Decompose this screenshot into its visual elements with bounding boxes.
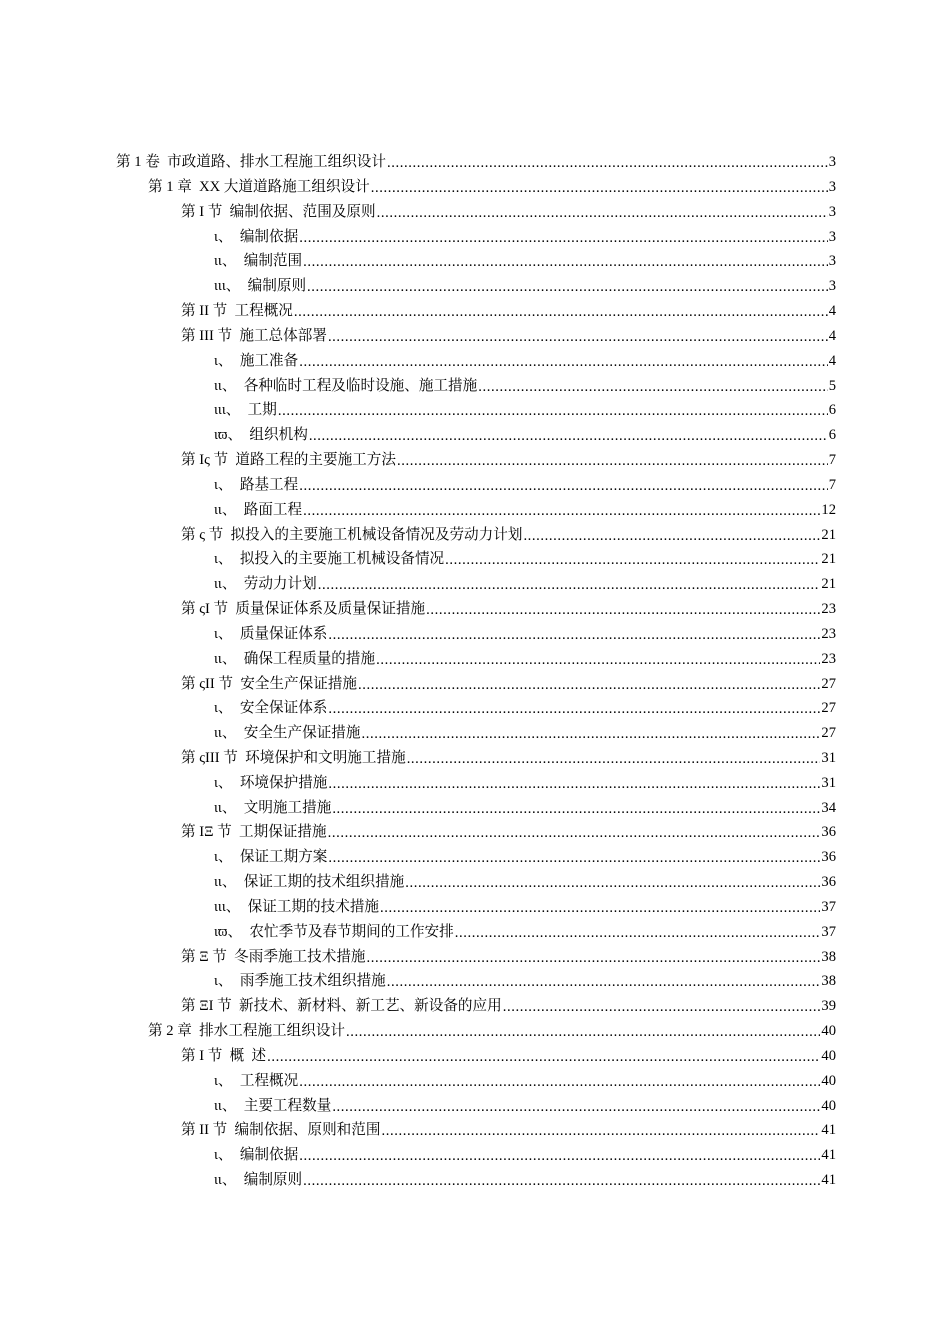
toc-entry[interactable] <box>0 597 950 622</box>
toc-entry-page-number: 23 <box>821 625 836 642</box>
toc-entry[interactable] <box>0 895 950 920</box>
toc-entry-title: 第 I 节 编制依据、范围及原则 <box>181 203 376 220</box>
toc-entry-page-number: 27 <box>821 700 836 717</box>
toc-entry[interactable] <box>0 920 950 945</box>
toc-entry-title: ι、 工程概况 <box>214 1072 299 1089</box>
toc-entry-title: 第 IΞ 节 工期保证措施 <box>181 824 327 841</box>
toc-entry[interactable] <box>0 1019 950 1044</box>
toc-entry-page-number: 6 <box>828 402 836 419</box>
toc-entry-title: 第 ςIII 节 环境保护和文明施工措施 <box>181 749 406 766</box>
toc-entry-title: ι、 雨季施工技术组织措施 <box>214 973 386 990</box>
toc-entry-title: ι、 保证工期方案 <box>214 849 328 866</box>
dot-leader <box>303 504 820 519</box>
toc-entry-page-number: 3 <box>828 154 836 171</box>
toc-entry-title: ι、 路基工程 <box>214 476 299 493</box>
toc-entry-page-number: 7 <box>828 452 836 469</box>
toc-entry[interactable] <box>0 845 950 870</box>
toc-entry-page-number: 27 <box>821 675 836 692</box>
toc-entry-page-number: 41 <box>821 1122 836 1139</box>
toc-entry[interactable] <box>0 721 950 746</box>
toc-entry-page-number: 41 <box>821 1172 836 1189</box>
toc-entry-title: 第 ς 节 拟投入的主要施工机械设备情况及劳动力计划 <box>181 526 523 543</box>
toc-entry[interactable] <box>0 498 950 523</box>
toc-entry-page-number: 40 <box>821 1097 836 1114</box>
toc-entry[interactable] <box>0 820 950 845</box>
toc-entry-title: ιι、 安全生产保证措施 <box>214 725 361 742</box>
toc-entry-page-number: 3 <box>828 178 836 195</box>
dot-leader <box>407 752 821 767</box>
dot-leader <box>381 1124 820 1139</box>
dot-leader <box>328 330 828 345</box>
dot-leader <box>318 578 821 593</box>
dot-leader <box>387 156 828 171</box>
toc-entry[interactable] <box>0 1118 950 1143</box>
toc-entry-title: ιι、 路面工程 <box>214 501 303 518</box>
toc-entry[interactable] <box>0 945 950 970</box>
toc-entry-title: ι、 质量保证体系 <box>214 625 328 642</box>
toc-entry-title: 第 ςII 节 安全生产保证措施 <box>181 675 358 692</box>
toc-entry-title: ιι、 编制范围 <box>214 253 303 270</box>
toc-entry-title: ι、 安全保证体系 <box>214 700 328 717</box>
dot-leader <box>346 1025 820 1040</box>
toc-entry[interactable] <box>0 448 950 473</box>
dot-leader <box>397 454 828 469</box>
dot-leader <box>362 727 821 742</box>
toc-entry-page-number: 21 <box>821 526 836 543</box>
toc-entry-title: ι、 环境保护措施 <box>214 774 328 791</box>
toc-entry-title: ιϖ、 组织机构 <box>214 427 308 444</box>
dot-leader <box>328 826 821 841</box>
toc-entry[interactable] <box>0 299 950 324</box>
dot-leader <box>299 355 828 370</box>
toc-entry[interactable] <box>0 1168 950 1193</box>
toc-entry-page-number: 36 <box>821 824 836 841</box>
toc-entry-page-number: 41 <box>821 1147 836 1164</box>
toc-entry-page-number: 23 <box>821 650 836 667</box>
toc-entry-title: ιιι、 编制原则 <box>214 278 307 295</box>
toc-entry-title: 第 1 章 XX 大道道路施工组织设计 <box>148 178 370 195</box>
toc-entry-page-number: 4 <box>828 327 836 344</box>
toc-entry-page-number: 6 <box>828 427 836 444</box>
toc-entry-page-number: 39 <box>821 998 836 1015</box>
dot-leader <box>299 1149 820 1164</box>
table-of-contents <box>0 150 950 1193</box>
toc-entry-page-number: 7 <box>828 476 836 493</box>
toc-entry-page-number: 31 <box>821 749 836 766</box>
toc-entry-page-number: 36 <box>821 849 836 866</box>
toc-entry-title: 第 II 节 编制依据、原则和范围 <box>181 1122 381 1139</box>
toc-entry-page-number: 3 <box>828 228 836 245</box>
toc-entry-title: 第 III 节 施工总体部署 <box>181 327 327 344</box>
toc-entry[interactable] <box>0 200 950 225</box>
dot-leader <box>367 951 821 966</box>
toc-entry-page-number: 34 <box>821 799 836 816</box>
toc-entry-page-number: 5 <box>828 377 836 394</box>
toc-entry-title: ι、 拟投入的主要施工机械设备情况 <box>214 551 445 568</box>
dot-leader <box>405 876 820 891</box>
dot-leader <box>387 975 821 990</box>
toc-entry-page-number: 31 <box>821 774 836 791</box>
toc-entry-title: 第 1 卷 市政道路、排水工程施工组织设计 <box>116 154 386 171</box>
toc-entry-title: ιι、 确保工程质量的措施 <box>214 650 376 667</box>
toc-entry-title: 第 Iς 节 道路工程的主要施工方法 <box>181 452 396 469</box>
toc-entry-title: 第 ΞI 节 新技术、新材料、新工艺、新设备的应用 <box>181 998 502 1015</box>
toc-entry[interactable] <box>0 324 950 349</box>
toc-entry[interactable] <box>0 622 950 647</box>
toc-entry[interactable] <box>0 175 950 200</box>
toc-entry-title: ιιι、 工期 <box>214 402 277 419</box>
toc-entry-title: ιι、 保证工期的技术组织措施 <box>214 874 405 891</box>
toc-entry-title: ι、 施工准备 <box>214 352 299 369</box>
toc-entry-title: ιι、 文明施工措施 <box>214 799 332 816</box>
toc-entry[interactable] <box>0 746 950 771</box>
toc-entry[interactable] <box>0 671 950 696</box>
toc-entry-page-number: 37 <box>821 923 836 940</box>
toc-entry[interactable] <box>0 1143 950 1168</box>
toc-entry-page-number: 3 <box>828 278 836 295</box>
dot-leader <box>328 777 820 792</box>
toc-entry[interactable] <box>0 349 950 374</box>
toc-entry-page-number: 4 <box>828 303 836 320</box>
toc-entry-title: ιϖ、 农忙季节及春节期间的工作安排 <box>214 923 454 940</box>
toc-entry-page-number: 12 <box>821 501 836 518</box>
toc-entry-title: 第 II 节 工程概况 <box>181 303 293 320</box>
dot-leader <box>294 305 828 320</box>
toc-entry-title: 第 2 章 排水工程施工组织设计 <box>148 1023 346 1040</box>
toc-entry-title: 第 I 节 概 述 <box>181 1047 267 1064</box>
toc-entry-page-number: 21 <box>821 551 836 568</box>
dot-leader <box>503 1000 821 1015</box>
toc-entry-page-number: 40 <box>821 1047 836 1064</box>
toc-entry-title: ι、 编制依据 <box>214 1147 299 1164</box>
toc-entry-page-number: 37 <box>821 898 836 915</box>
dot-leader <box>299 231 828 246</box>
toc-entry-page-number: 4 <box>828 352 836 369</box>
dot-leader <box>358 678 820 693</box>
toc-entry[interactable] <box>0 547 950 572</box>
toc-entry[interactable] <box>0 1044 950 1069</box>
toc-entry[interactable] <box>0 696 950 721</box>
dot-leader <box>377 206 828 221</box>
dot-leader <box>332 1100 820 1115</box>
toc-entry-page-number: 40 <box>821 1072 836 1089</box>
toc-entry-title: 第 Ξ 节 冬雨季施工技术措施 <box>181 948 366 965</box>
toc-entry-page-number: 3 <box>828 253 836 270</box>
toc-entry-page-number: 40 <box>821 1023 836 1040</box>
dot-leader <box>328 702 820 717</box>
toc-entry-page-number: 36 <box>821 874 836 891</box>
toc-entry[interactable] <box>0 572 950 597</box>
dot-leader <box>523 529 820 544</box>
dot-leader <box>445 553 820 568</box>
dot-leader <box>303 255 828 270</box>
dot-leader <box>426 603 820 618</box>
toc-entry-page-number: 3 <box>828 203 836 220</box>
dot-leader <box>328 628 820 643</box>
toc-entry-title: ιι、 主要工程数量 <box>214 1097 332 1114</box>
toc-entry[interactable] <box>0 373 950 398</box>
dot-leader <box>299 1075 820 1090</box>
toc-entry[interactable] <box>0 224 950 249</box>
dot-leader <box>267 1050 820 1065</box>
toc-entry-page-number: 21 <box>821 576 836 593</box>
toc-entry-title: ιι、 各种临时工程及临时设施、施工措施 <box>214 377 478 394</box>
toc-entry-title: ι、 编制依据 <box>214 228 299 245</box>
toc-entry[interactable] <box>0 1093 950 1118</box>
toc-entry[interactable] <box>0 274 950 299</box>
dot-leader <box>371 181 828 196</box>
toc-entry[interactable] <box>0 249 950 274</box>
toc-entry[interactable] <box>0 994 950 1019</box>
toc-entry[interactable] <box>0 522 950 547</box>
toc-entry[interactable] <box>0 796 950 821</box>
dot-leader <box>307 280 828 295</box>
dot-leader <box>299 479 828 494</box>
toc-entry-title: 第 ςI 节 质量保证体系及质量保证措施 <box>181 601 426 618</box>
toc-entry-title: ιι、 编制原则 <box>214 1172 303 1189</box>
toc-entry[interactable] <box>0 647 950 672</box>
toc-entry[interactable] <box>0 771 950 796</box>
toc-entry[interactable] <box>0 423 950 448</box>
dot-leader <box>376 653 820 668</box>
dot-leader <box>332 802 820 817</box>
toc-entry[interactable] <box>0 870 950 895</box>
dot-leader <box>309 429 828 444</box>
toc-entry-title: ιι、 劳动力计划 <box>214 576 317 593</box>
toc-entry[interactable] <box>0 969 950 994</box>
toc-entry-title: ιιι、 保证工期的技术措施 <box>214 898 380 915</box>
toc-entry-page-number: 38 <box>821 948 836 965</box>
toc-entry[interactable] <box>0 1069 950 1094</box>
toc-entry-page-number: 23 <box>821 601 836 618</box>
dot-leader <box>455 926 821 941</box>
dot-leader <box>380 901 820 916</box>
dot-leader <box>328 851 820 866</box>
toc-entry[interactable] <box>0 150 950 175</box>
dot-leader <box>478 380 827 395</box>
toc-entry-page-number: 27 <box>821 725 836 742</box>
toc-entry[interactable] <box>0 473 950 498</box>
dot-leader <box>303 1174 820 1189</box>
toc-entry[interactable] <box>0 398 950 423</box>
dot-leader <box>278 404 828 419</box>
toc-entry-page-number: 38 <box>821 973 836 990</box>
